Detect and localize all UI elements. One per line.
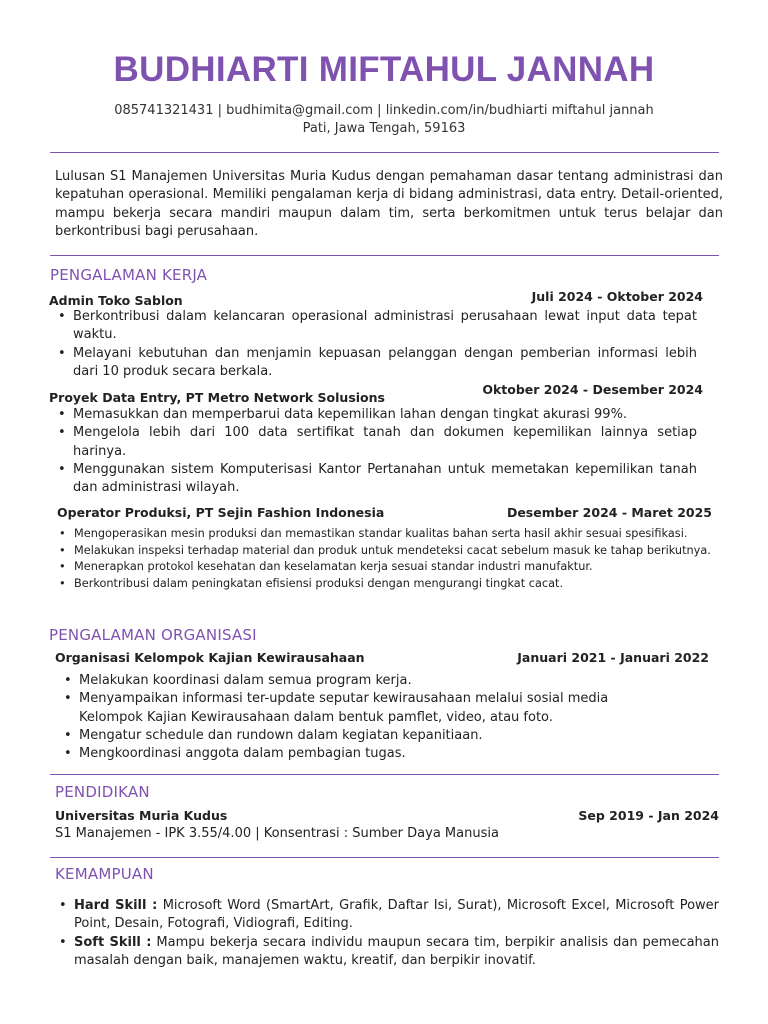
education-school: Universitas Muria Kudus: [55, 808, 228, 823]
list-item: [74, 897, 719, 934]
list-item: • Mengatur schedule dan rundown dalam kegiatan kepanitiaan.: [79, 727, 719, 745]
list-item: • Melayani kebutuhan dan menjamin kepuasan pelanggan dengan pemberian informasi lebih dari 10 produk secara berkala.: [73, 345, 697, 382]
list-item: [74, 934, 719, 971]
list-item-continuation: Kelompok Kajian Kewirausahaan dalam bentuk pamflet, video, atau foto.: [79, 709, 553, 725]
list-item: • Berkontribusi dalam kelancaran operasional administrasi perusahaan lewat input data tepat waktu.: [73, 308, 697, 345]
list-item: • Mengkoordinasi anggota dalam pembagian tugas.: [79, 745, 719, 763]
education-divider: [50, 857, 719, 858]
section-heading-education: PENDIDIKAN: [55, 783, 150, 801]
list-item: [79, 690, 719, 727]
job-bullets: [73, 308, 697, 381]
org-bullets: [79, 672, 719, 763]
organization-divider: [50, 774, 719, 775]
list-item: • Menerapkan protokol kesehatan dan keselamatan kerja sesuai standar industri manufaktur.: [74, 559, 716, 576]
list-item: • Mengelola lebih dari 100 data sertifikat tanah dan dokumen kepemilikan lainnya setiap harinya.: [73, 424, 697, 461]
skill-text: Mampu bekerja secara individu maupun secara tim, berpikir analisis dan pemecahan masalah dengan baik, manajemen waktu, kreatif, dan berpikir inovatif.: [74, 934, 720, 968]
job-role: Admin Toko Sablon: [49, 293, 183, 308]
job-role: Operator Produksi, PT Sejin Fashion Indonesia: [57, 505, 385, 520]
skill-text: Microsoft Word (SmartArt, Grafik, Daftar Isi, Surat), Microsoft Excel, Microsoft Power Point, Desain, Fotografi, Vidiografi, Editing.: [74, 898, 720, 932]
section-heading-organization: PENGALAMAN ORGANISASI: [49, 626, 257, 644]
org-role: Organisasi Kelompok Kajian Kewirausahaan: [55, 650, 365, 665]
skill-label: Soft Skill :: [74, 934, 152, 950]
section-heading-skills: KEMAMPUAN: [55, 865, 154, 883]
address-line: Pati, Jawa Tengah, 59163: [302, 121, 466, 136]
list-item: • Mengoperasikan mesin produksi dan memastikan standar kualitas bahan serta hasil akhir sesuai spesifikasi.: [74, 526, 716, 543]
job-date: Desember 2024 - Maret 2025: [506, 505, 712, 520]
contact-line: 085741321431 | budhimita@gmail.com | linkedin.com/in/budhiarti miftahul jannah: [114, 103, 654, 118]
job-bullets: [73, 406, 697, 497]
list-item: • Melakukan koordinasi dalam semua program kerja.: [79, 672, 719, 690]
profile-summary: Lulusan S1 Manajemen Universitas Muria Kudus dengan pemahaman dasar tentang administrasi dan kepatuhan operasional. Memiliki pengalaman kerja di bidang administrasi, data entry. Detail-oriented, mampu bekerja secara mandiri maupun dalam tim, serta berkomitmen untuk terus belajar dan berkontribusi bagi perusahaan.: [55, 169, 723, 240]
job-date: Juli 2024 - Oktober 2024: [531, 289, 703, 304]
list-item: • Melakukan inspeksi terhadap material dan produk untuk mendeteksi cacat sebelum masuk ke tahap berikutnya.: [74, 543, 716, 560]
org-date: Januari 2021 - Januari 2022: [517, 650, 709, 665]
list-item: • Menggunakan sistem Komputerisasi Kantor Pertanahan untuk memetakan kepemilikan tanah dan administrasi wilayah.: [73, 461, 697, 498]
education-date: Sep 2019 - Jan 2024: [578, 808, 719, 823]
skill-label: Hard Skill :: [74, 898, 158, 913]
list-item: • Berkontribusi dalam peningkatan efisiensi produksi dengan mengurangi tingkat cacat.: [74, 576, 716, 593]
job-bullets: [74, 526, 716, 592]
education-detail: S1 Manajemen - IPK 3.55/4.00 | Konsentrasi : Sumber Daya Manusia: [55, 826, 499, 841]
list-item: • Memasukkan dan memperbarui data kepemilikan lahan dengan tingkat akurasi 99%.: [73, 406, 697, 424]
skills-list: [74, 897, 719, 970]
resume-name: BUDHIARTI MIFTAHUL JANNAH: [113, 50, 655, 89]
summary-divider: [50, 255, 719, 256]
header-divider: [50, 152, 719, 153]
section-heading-experience: PENGALAMAN KERJA: [50, 266, 208, 284]
job-date: Oktober 2024 - Desember 2024: [482, 382, 703, 397]
job-role: Proyek Data Entry, PT Metro Network Solusions: [49, 390, 385, 405]
list-item-text: Menyampaikan informasi ter-update seputar kewirausahaan melalui sosial media: [79, 691, 609, 707]
